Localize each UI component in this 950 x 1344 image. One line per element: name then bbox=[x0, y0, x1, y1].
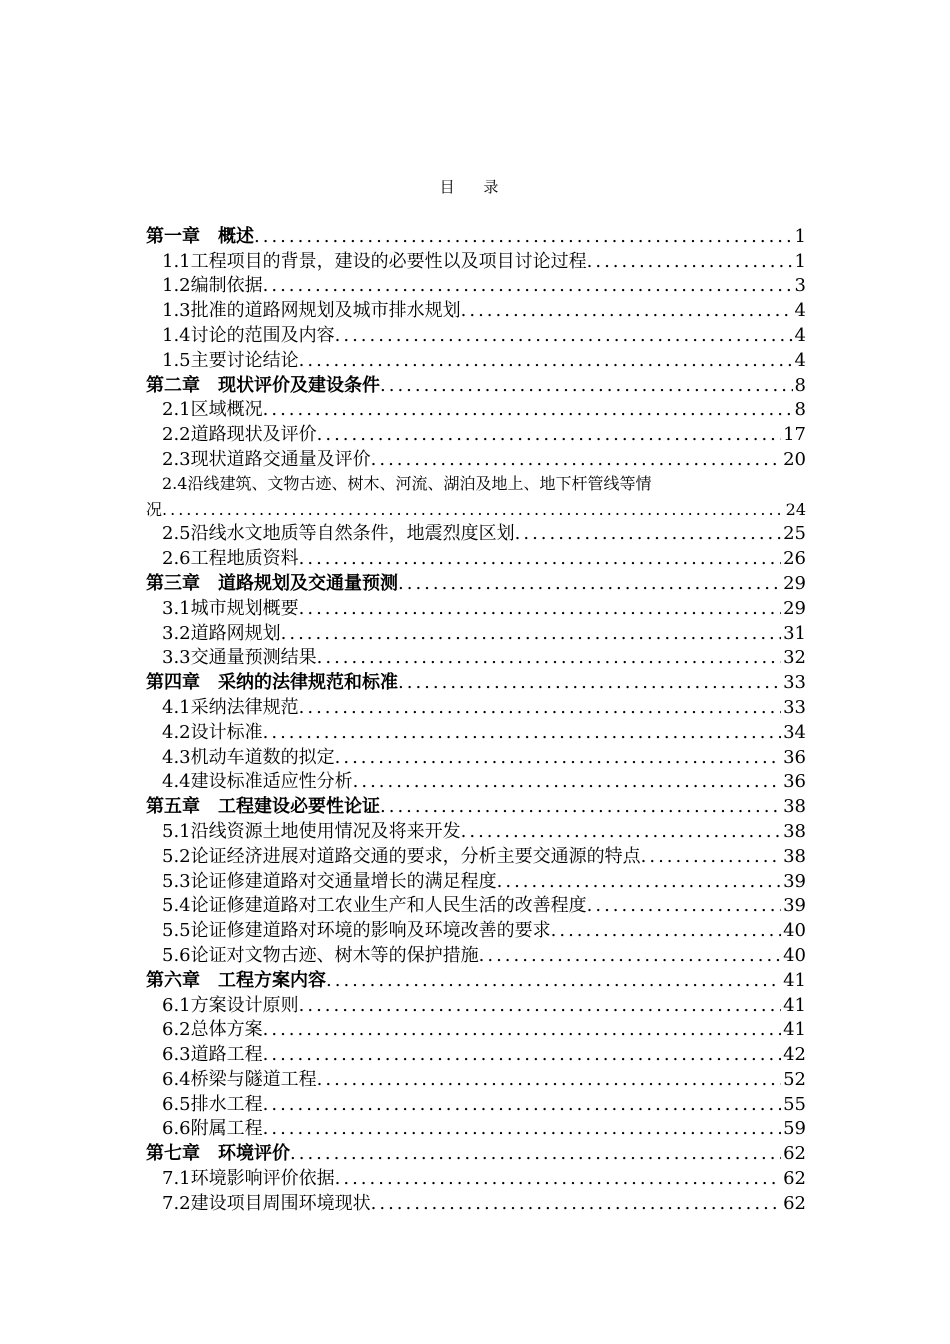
toc-entry[interactable] bbox=[146, 298, 806, 323]
dot-leader bbox=[263, 1043, 781, 1067]
toc-entry-page: 34 bbox=[783, 721, 806, 743]
toc-chapter[interactable] bbox=[146, 224, 806, 249]
toc-entry-label: 4.4建设标准适应性分析 bbox=[162, 771, 353, 793]
toc-entry-label: 6.2总体方案 bbox=[162, 1019, 263, 1041]
toc-entry[interactable] bbox=[146, 894, 806, 919]
toc-entry[interactable] bbox=[146, 596, 806, 621]
toc-entry-label: 2.6工程地质资料 bbox=[162, 548, 299, 570]
toc-entry[interactable] bbox=[146, 918, 806, 943]
toc-entry-label: 2.5沿线水文地质等自然条件，地震烈度区划 bbox=[162, 523, 515, 545]
toc-entry-page: 32 bbox=[783, 647, 806, 669]
dot-leader bbox=[371, 448, 781, 472]
toc-entry[interactable] bbox=[146, 398, 806, 423]
toc-entry[interactable] bbox=[146, 770, 806, 795]
toc-entry-page: 20 bbox=[783, 448, 806, 470]
dot-leader bbox=[281, 622, 781, 646]
toc-entry[interactable] bbox=[146, 249, 806, 274]
dot-leader bbox=[317, 423, 781, 447]
toc-entry-page: 41 bbox=[783, 1019, 806, 1041]
dot-leader bbox=[371, 1192, 781, 1216]
toc-entry[interactable] bbox=[146, 1092, 806, 1117]
toc-entry-page: 52 bbox=[783, 1068, 806, 1090]
toc-chapter[interactable] bbox=[146, 968, 806, 993]
toc-entry-page: 59 bbox=[783, 1118, 806, 1140]
toc-entry-page: 62 bbox=[783, 1168, 806, 1190]
toc-chapter[interactable] bbox=[146, 670, 806, 695]
dot-leader bbox=[290, 1142, 781, 1166]
toc-entry-page: 4 bbox=[794, 300, 806, 322]
toc-entry-label: 1.1工程项目的背景，建设的必要性以及项目讨论过程 bbox=[162, 250, 587, 272]
toc-entry-label: 6.6附属工程 bbox=[162, 1118, 263, 1140]
toc-entry-page: 1 bbox=[794, 250, 806, 272]
toc-entry[interactable] bbox=[146, 546, 806, 571]
toc-entry-label: 2.4沿线建筑、文物古迹、树木、河流、湖泊及地上、地下杆管线等情 bbox=[162, 473, 652, 493]
dot-leader bbox=[263, 721, 781, 745]
toc-entry-label: 1.5主要讨论结论 bbox=[162, 349, 299, 371]
toc-entry[interactable] bbox=[146, 621, 806, 646]
dot-leader bbox=[317, 646, 781, 670]
toc-entry-label: 第四章 采纳的法律规范和标准 bbox=[146, 672, 398, 694]
toc-entry-label: 6.1方案设计原则 bbox=[162, 994, 299, 1016]
toc-entry[interactable] bbox=[146, 348, 806, 373]
toc-entry[interactable] bbox=[146, 323, 806, 348]
toc-chapter[interactable] bbox=[146, 794, 806, 819]
toc-chapter[interactable] bbox=[146, 373, 806, 398]
dot-leader bbox=[263, 398, 793, 422]
toc-entry-page: 29 bbox=[783, 597, 806, 619]
toc-entry-page: 38 bbox=[783, 845, 806, 867]
toc-entry-page: 25 bbox=[783, 523, 806, 545]
toc-entry-label: 5.6论证对文物古迹、树木等的保护措施 bbox=[162, 944, 479, 966]
toc-entry-label: 1.2编制依据 bbox=[162, 275, 263, 297]
toc-entry-label: 6.5排水工程 bbox=[162, 1093, 263, 1115]
dot-leader bbox=[299, 349, 793, 373]
toc-entry-label: 第六章 工程方案内容 bbox=[146, 969, 326, 991]
toc-entry[interactable] bbox=[146, 522, 806, 547]
toc-entry-label: 第二章 现状评价及建设条件 bbox=[146, 374, 380, 396]
dot-leader bbox=[497, 870, 781, 894]
dot-leader bbox=[587, 250, 793, 274]
dot-leader bbox=[380, 374, 793, 398]
toc-entry-label: 4.2设计标准 bbox=[162, 721, 263, 743]
dot-leader bbox=[398, 671, 781, 695]
toc-entry-label: 第七章 环境评价 bbox=[146, 1143, 290, 1165]
toc-entry[interactable] bbox=[146, 274, 806, 299]
toc-entry-page: 42 bbox=[783, 1044, 806, 1066]
toc-entry-page: 62 bbox=[783, 1143, 806, 1165]
toc-chapter[interactable] bbox=[146, 571, 806, 596]
toc-entry-page: 40 bbox=[783, 944, 806, 966]
toc-entry-label: 3.3交通量预测结果 bbox=[162, 647, 317, 669]
dot-leader bbox=[299, 547, 781, 571]
dot-leader bbox=[263, 1117, 781, 1141]
toc-entry[interactable] bbox=[146, 1191, 806, 1216]
toc-entry-label: 7.1环境影响评价依据 bbox=[162, 1168, 335, 1190]
toc-entry-label: 5.3论证修建道路对交通量增长的满足程度 bbox=[162, 870, 497, 892]
dot-leader bbox=[461, 299, 793, 323]
dot-leader bbox=[398, 572, 781, 596]
dot-leader bbox=[353, 770, 781, 794]
toc-entry[interactable] bbox=[146, 869, 806, 894]
toc-entry[interactable] bbox=[146, 943, 806, 968]
toc-entry-label: 7.2建设项目周围环境现状 bbox=[162, 1192, 371, 1214]
dot-leader bbox=[299, 696, 781, 720]
dot-leader bbox=[515, 522, 781, 546]
toc-entry-page: 36 bbox=[783, 746, 806, 768]
toc-entry[interactable] bbox=[146, 1117, 806, 1142]
dot-leader bbox=[263, 274, 793, 298]
dot-leader bbox=[254, 225, 793, 249]
toc-entry[interactable] bbox=[146, 819, 806, 844]
toc-entry[interactable] bbox=[146, 1166, 806, 1191]
toc-entry-page: 39 bbox=[783, 870, 806, 892]
toc-entry-page: 41 bbox=[783, 994, 806, 1016]
toc-entry-page: 36 bbox=[783, 771, 806, 793]
toc-entry-page: 4 bbox=[794, 349, 806, 371]
toc-entry[interactable] bbox=[146, 745, 806, 770]
toc-entry-label: 第一章 概述 bbox=[146, 225, 254, 247]
toc-entry-page: 41 bbox=[783, 969, 806, 991]
dot-leader bbox=[479, 944, 781, 968]
toc-entry[interactable] bbox=[146, 1042, 806, 1067]
toc-entry-label-continued: 况 bbox=[146, 499, 163, 519]
dot-leader bbox=[326, 969, 781, 993]
toc-entry-label: 3.1城市规划概要 bbox=[162, 597, 299, 619]
dot-leader bbox=[299, 597, 781, 621]
toc-entry-page: 1 bbox=[794, 225, 806, 247]
toc-entry-page: 62 bbox=[783, 1192, 806, 1214]
dot-leader bbox=[263, 1018, 781, 1042]
toc-entry-page: 55 bbox=[783, 1093, 806, 1115]
toc-entry[interactable] bbox=[146, 1018, 806, 1043]
toc-entry-label: 第五章 工程建设必要性论证 bbox=[146, 796, 380, 818]
dot-leader bbox=[461, 820, 781, 844]
dot-leader bbox=[162, 498, 784, 522]
toc-entry-page: 24 bbox=[785, 499, 806, 519]
toc-entry[interactable] bbox=[146, 447, 806, 472]
dot-leader bbox=[380, 795, 781, 819]
toc-title: 目 录 bbox=[439, 178, 511, 196]
toc-entry[interactable] bbox=[146, 695, 806, 720]
toc-entry-label: 6.3道路工程 bbox=[162, 1044, 263, 1066]
toc-chapter[interactable] bbox=[146, 1141, 806, 1166]
toc-entry-label: 5.1沿线资源土地使用情况及将来开发 bbox=[162, 820, 461, 842]
toc-entry-label: 1.4讨论的范围及内容 bbox=[162, 324, 335, 346]
dot-leader bbox=[587, 894, 781, 918]
toc-entry-label: 5.2论证经济进展对道路交通的要求，分析主要交通源的特点 bbox=[162, 845, 641, 867]
toc-entry[interactable] bbox=[146, 422, 806, 447]
toc-entry-label: 2.2道路现状及评价 bbox=[162, 424, 317, 446]
toc-entry-page: 33 bbox=[783, 696, 806, 718]
toc-entry-label: 2.3现状道路交通量及评价 bbox=[162, 448, 371, 470]
dot-leader bbox=[263, 1093, 781, 1117]
toc-entry-page: 3 bbox=[794, 275, 806, 297]
toc-entry-page: 8 bbox=[794, 399, 806, 421]
toc-entry-page: 38 bbox=[783, 796, 806, 818]
toc-entry-label: 1.3批准的道路网规划及城市排水规划 bbox=[162, 300, 461, 322]
toc-entry[interactable] bbox=[146, 993, 806, 1018]
toc-entry[interactable] bbox=[146, 844, 806, 869]
toc-entry-label: 6.4桥梁与隧道工程 bbox=[162, 1068, 317, 1090]
toc-entry[interactable] bbox=[146, 720, 806, 745]
toc-entry-label: 2.1区域概况 bbox=[162, 399, 263, 421]
toc-entry-page: 33 bbox=[783, 672, 806, 694]
toc-entry-label: 4.1采纳法律规范 bbox=[162, 696, 299, 718]
toc-entry-label: 第三章 道路规划及交通量预测 bbox=[146, 572, 398, 594]
toc-entry-page: 17 bbox=[783, 424, 806, 446]
dot-leader bbox=[335, 324, 793, 348]
toc-entry-page: 38 bbox=[783, 820, 806, 842]
dot-leader bbox=[335, 746, 781, 770]
dot-leader bbox=[551, 919, 781, 943]
toc-entry-page: 31 bbox=[783, 622, 806, 644]
toc-entry-page: 26 bbox=[783, 548, 806, 570]
dot-leader bbox=[317, 1068, 781, 1092]
toc-entry[interactable] bbox=[146, 472, 806, 522]
toc-entry-label: 3.2道路网规划 bbox=[162, 622, 281, 644]
dot-leader bbox=[335, 1167, 781, 1191]
dot-leader bbox=[641, 845, 781, 869]
toc-entry[interactable] bbox=[146, 1067, 806, 1092]
toc-entry-page: 29 bbox=[783, 572, 806, 594]
dot-leader bbox=[299, 994, 781, 1018]
toc-entry-page: 40 bbox=[783, 920, 806, 942]
toc-entry-page: 8 bbox=[794, 374, 806, 396]
toc-entry[interactable] bbox=[146, 646, 806, 671]
toc-entry-page: 39 bbox=[783, 895, 806, 917]
toc-entry-page: 4 bbox=[794, 324, 806, 346]
toc-entry-label: 5.5论证修建道路对环境的影响及环境改善的要求 bbox=[162, 920, 551, 942]
table-of-contents bbox=[146, 224, 806, 1216]
toc-entry-label: 5.4论证修建道路对工农业生产和人民生活的改善程度 bbox=[162, 895, 587, 917]
toc-entry-label: 4.3机动车道数的拟定 bbox=[162, 746, 335, 768]
